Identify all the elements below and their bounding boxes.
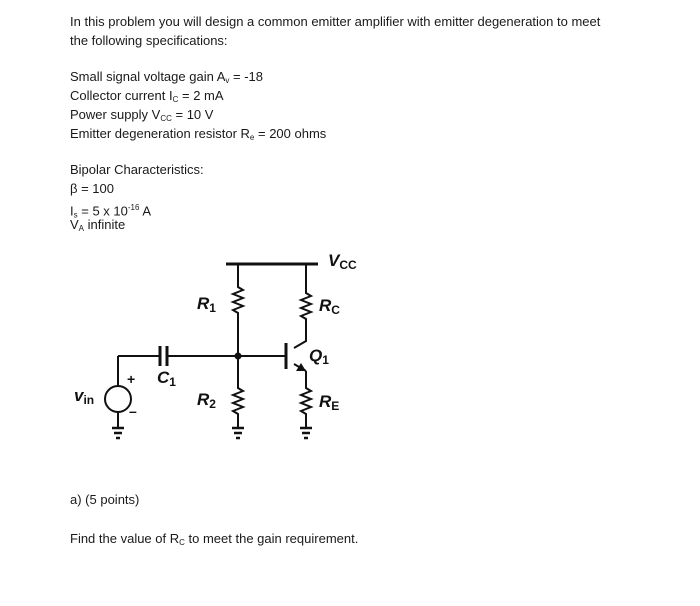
- c1-label: $C_1$: [157, 368, 176, 389]
- bipolar-heading: Bipolar Characteristics:: [70, 162, 204, 177]
- ground-icon: [232, 428, 244, 438]
- saturation-current: $I_s = 5$ x $10^{-16}$ A: [70, 203, 151, 220]
- spec-collector-current: Collector current $I_C = 2$ mA: [70, 88, 224, 104]
- spec-gain: Small signal voltage gain $A_v = -18$: [70, 69, 263, 85]
- ground-icon: [112, 428, 124, 438]
- vin-source-icon: [105, 386, 131, 412]
- q1-label: $Q_1$: [309, 346, 329, 367]
- intro-line-2: the following specifications:: [70, 33, 228, 48]
- ground-icon: [300, 428, 312, 438]
- early-voltage: $V_A$ infinite: [70, 217, 126, 233]
- beta-value: β = 100: [70, 181, 114, 196]
- rc-resistor: [294, 264, 311, 348]
- spec-power-supply: Power supply $V_{CC} = 10$ V: [70, 107, 214, 123]
- vin-label: $v_{in}$: [74, 386, 95, 407]
- r1-resistor: [233, 264, 243, 356]
- rc-label: $R_C$: [319, 296, 340, 317]
- r2-label: $R_2$: [197, 390, 216, 411]
- vcc-label: $V_{CC}$: [328, 251, 357, 272]
- r2-resistor: [233, 356, 243, 427]
- question-text: Find the value of $R_C$ to meet the gain requirement.: [70, 531, 359, 547]
- plus-sign: +: [127, 371, 136, 387]
- re-resistor: [301, 371, 311, 427]
- intro-line-1: In this problem you will design a common emitter amplifier with emitter degeneration to meet: [70, 14, 601, 29]
- spec-emitter-resistor: Emitter degeneration resistor $R_e = 200$ ohms: [70, 126, 327, 142]
- re-label: $R_E$: [319, 392, 340, 413]
- question-part: a) (5 points): [70, 492, 140, 507]
- minus-sign: –: [129, 403, 137, 419]
- r1-label: $R_1$: [197, 294, 216, 315]
